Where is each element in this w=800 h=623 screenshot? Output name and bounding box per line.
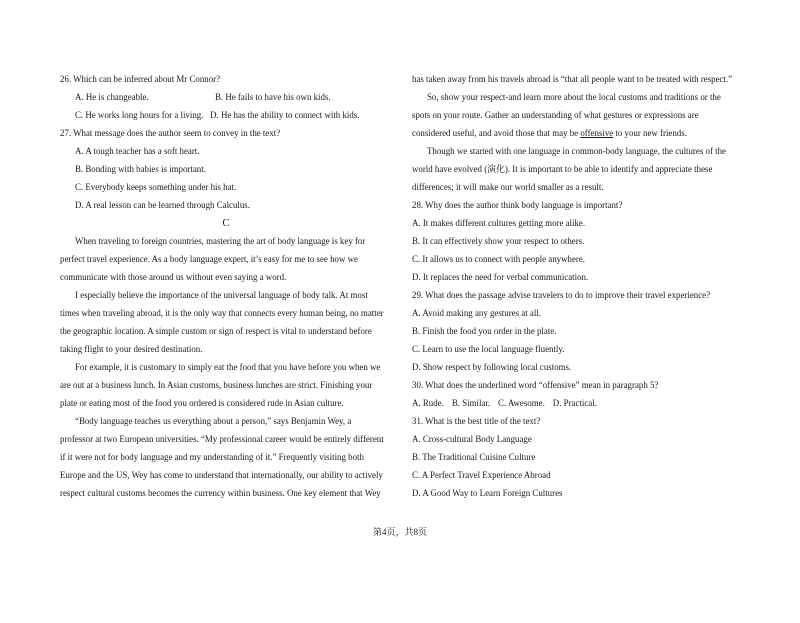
question-28-stem: 28. Why does the author think body language is important? <box>412 200 623 210</box>
question-27-option-c: C. Everybody keeps something under his hat. <box>75 182 237 192</box>
question-26-options-cd <box>60 106 392 124</box>
question-26-stem: 26. Which can be inferred about Mr Connor? <box>60 74 221 84</box>
question-30-option-b: B. Similar. <box>451 398 491 408</box>
question-29-stem: 29. What does the passage advise travelers to do to improve their travel experience? <box>412 290 711 300</box>
passage-line: plate or eating most of the food you ordered is considered rude in Asian culture. <box>60 398 344 408</box>
passage-line: respect cultural customs becomes the currency within business. One key element that Wey <box>60 488 381 498</box>
underlined-word-offensive: offensive <box>580 128 614 138</box>
passage-line: differences; it will make our world smaller as a result. <box>412 182 604 192</box>
question-26-option-a: A. He is changeable. <box>75 92 149 102</box>
question-26-option-b: B. He fails to have his own kids. <box>215 92 331 102</box>
question-27-stem: 27. What message does the author seem to convey in the text? <box>60 128 281 138</box>
passage-line: if it were not for body language and my understanding of it.” Frequently visiting both <box>60 452 364 462</box>
question-26-option-d: D. He has the ability to connect with kids. <box>210 110 360 120</box>
passage-line: has taken away from his travels abroad is “that all people want to be treated with respect.” <box>412 74 733 84</box>
question-30-option-d: D. Practical. <box>552 398 597 408</box>
left-column <box>60 70 392 502</box>
passage-line: perfect travel experience. As a body language expert, it’s easy for me to see how we <box>60 254 358 264</box>
question-29-option-d: D. Show respect by following local customs. <box>412 362 572 372</box>
question-28-option-d: D. It replaces the need for verbal communication. <box>412 272 589 282</box>
question-27-option-a: A. A tough teacher has a soft heart. <box>75 146 200 156</box>
right-column <box>412 70 758 502</box>
passage-line: taking flight to your desired destination. <box>60 344 203 354</box>
page-number-footer: 第4页，共8页 <box>372 527 427 537</box>
passage-line: When traveling to foreign countries, mastering the art of body language is key for <box>75 236 366 246</box>
question-31-option-c: C. A Perfect Travel Experience Abroad <box>412 470 551 480</box>
passage-text: considered useful, and avoid those that may be <box>412 128 581 138</box>
question-28-option-a: A. It makes different cultures getting more alike. <box>412 218 586 228</box>
question-31-option-d: D. A Good Way to Learn Foreign Cultures <box>412 488 563 498</box>
question-30-stem: 30. What does the underlined word “offensive” mean in paragraph 5? <box>412 380 659 390</box>
question-26-option-c: C. He works long hours for a living. <box>75 110 204 120</box>
question-31-stem: 31. What is the best title of the text? <box>412 416 541 426</box>
passage-line: world have evolved (演化). It is important to be able to identify and appreciate these <box>412 164 713 174</box>
passage-line: I especially believe the importance of the universal language of body talk. At most <box>75 290 368 300</box>
question-30-option-a: A. Rude. <box>412 398 444 408</box>
question-30-option-c: C. Awesome. <box>498 398 545 408</box>
question-27-option-d: D. A real lesson can be learned through Calculus. <box>75 200 250 210</box>
question-26-options-ab <box>60 88 392 106</box>
question-31-option-b: B. The Traditional Cuisine Culture <box>412 452 536 462</box>
section-heading: C <box>222 217 230 229</box>
passage-line <box>412 124 758 142</box>
passage-line: professor at two European universities. “My professional career would be entirely different <box>60 434 384 444</box>
question-29-option-c: C. Learn to use the local language fluently. <box>412 344 565 354</box>
question-30-options <box>412 394 758 412</box>
passage-line: Europe and the US, Wey has come to understand that internationally, our ability to actively <box>60 470 383 480</box>
passage-line: So, show your respect-and learn more about the local customs and traditions or the <box>427 92 721 102</box>
passage-line: For example, it is customary to simply eat the food that you have before you when we <box>75 362 381 372</box>
question-27-option-b: B. Bonding with babies is important. <box>75 164 206 174</box>
question-29-option-a: A. Avoid making any gestures at all. <box>412 308 541 318</box>
passage-line: the geographic location. A simple custom or sign of respect is vital to understand before <box>60 326 372 336</box>
question-29-option-b: B. Finish the food you order in the plate. <box>412 326 557 336</box>
passage-line: are out at a business lunch. In Asian customs, business lunches are strict. Finishing your <box>60 380 373 390</box>
passage-line: Though we started with one language in common-body language, the cultures of the <box>427 146 726 156</box>
question-28-option-b: B. It can effectively show your respect to others. <box>412 236 585 246</box>
passage-text: to your new friends. <box>613 128 687 138</box>
passage-line: communicate with those around us without even saying a word. <box>60 272 287 282</box>
question-31-option-a: A. Cross-cultural Body Language <box>412 434 532 444</box>
passage-line: spots on your route. Gather an understanding of what gestures or expressions are <box>412 110 699 120</box>
passage-line: “Body language teaches us everything about a person,” says Benjamin Wey, a <box>75 416 352 426</box>
passage-line: times when traveling abroad, it is the only way that connects every human being, no matter <box>60 308 384 318</box>
question-28-option-c: C. It allows us to connect with people anywhere. <box>412 254 586 264</box>
